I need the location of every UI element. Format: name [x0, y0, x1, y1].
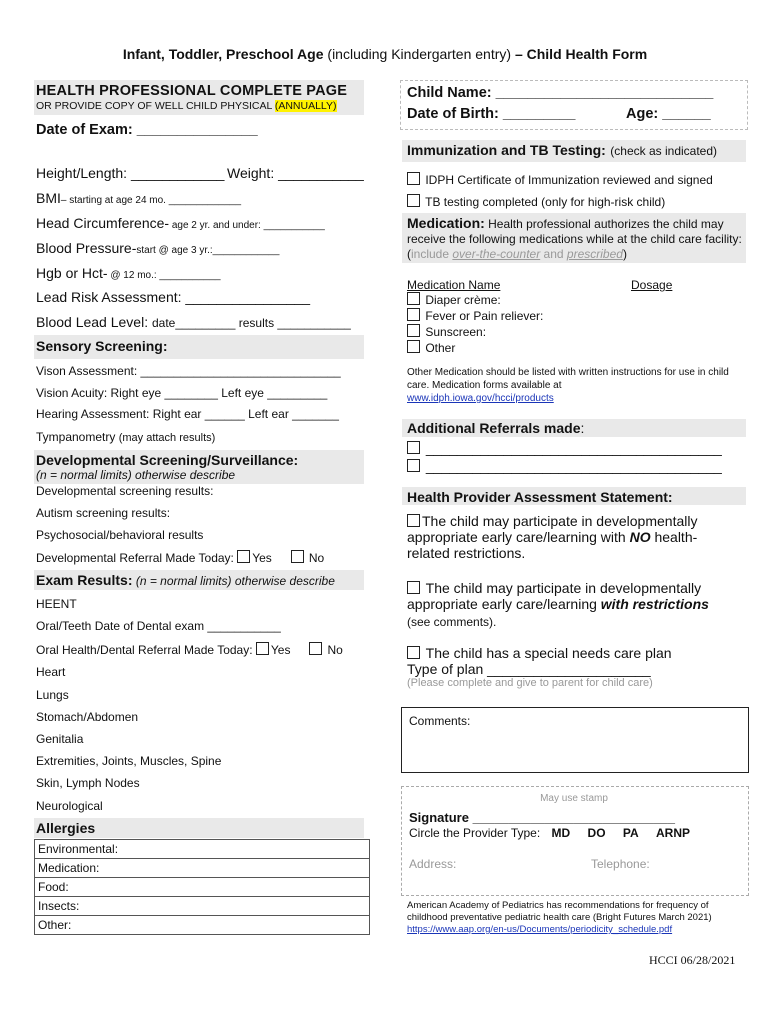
- assessment-title: Health Provider Assessment Statement:: [407, 489, 673, 505]
- sensory-title: Sensory Screening:: [36, 338, 168, 354]
- form-title: [0, 46, 770, 62]
- exam-item-neurological[interactable]: Neurological: [36, 799, 103, 813]
- age-field[interactable]: Age: ______: [626, 106, 711, 122]
- immunization-certificate-checkbox[interactable]: [407, 172, 420, 185]
- provider-type-label: Circle the Provider Type:: [409, 826, 541, 840]
- diaper-creme-checkbox[interactable]: [407, 292, 420, 305]
- height-field[interactable]: Height/Length: ____________: [36, 165, 225, 181]
- bmi-note: – starting at age 24 mo. _____________: [60, 195, 242, 206]
- assessment-option-1: [407, 513, 732, 561]
- sunscreen-label: Sunscreen:: [425, 325, 487, 339]
- dev-referral-yes-checkbox[interactable]: [237, 550, 250, 563]
- date-exam-field[interactable]: Date of Exam: _______________: [36, 122, 258, 138]
- assessment-option-3: [407, 645, 672, 661]
- allergy-environmental[interactable]: Environmental:: [35, 840, 370, 859]
- allergy-medication[interactable]: Medication:: [35, 859, 370, 878]
- oral-referral-label: Oral Health/Dental Referral Made Today:: [36, 643, 253, 657]
- exam-item-heent[interactable]: HEENT: [36, 597, 77, 611]
- hgb-label: Hgb or Hct-: [36, 265, 108, 281]
- referral-1-blank[interactable]: ______________________________________: [425, 440, 722, 456]
- telephone-field[interactable]: Telephone:: [591, 857, 650, 871]
- other-medication-checkbox[interactable]: [407, 340, 420, 353]
- provider-md[interactable]: MD: [551, 826, 571, 840]
- assessment-2-restrictions: with restrictions: [600, 596, 709, 612]
- exam-item-stomach[interactable]: Stomach/Abdomen: [36, 710, 139, 724]
- oral-referral-yes-checkbox[interactable]: [256, 642, 269, 655]
- oral-referral-yes-label: Yes: [270, 643, 291, 657]
- hp-sub-highlight: (ANNUALLY): [274, 100, 337, 112]
- type-of-plan-field[interactable]: Type of plan _____________________: [407, 661, 651, 677]
- autism-field[interactable]: Autism screening results:: [36, 506, 171, 520]
- vision-assessment-field[interactable]: Vison Assessment: ______________________________: [36, 364, 341, 378]
- assessment-1-end: health-related restrictions.: [407, 529, 698, 561]
- hearing-field[interactable]: Hearing Assessment: Right ear ______ Left ear _______: [36, 407, 339, 421]
- medication-text: Health professional authorizes the child may receive the following medications while at the child care facility: (: [407, 217, 742, 261]
- referral-2-blank[interactable]: ______________________________________: [425, 458, 722, 474]
- footer-code: HCCI 06/28/2021: [649, 953, 736, 967]
- medication-item: [407, 308, 543, 324]
- provider-type-row: [409, 826, 690, 840]
- with-restrictions-checkbox[interactable]: [407, 581, 420, 594]
- tb-testing-checkbox[interactable]: [407, 194, 420, 207]
- head-circumference-field[interactable]: [36, 215, 325, 231]
- immunization-title: [407, 142, 717, 160]
- oral-referral-no-checkbox[interactable]: [309, 642, 322, 655]
- lead-risk-field[interactable]: Lead Risk Assessment: ________________: [36, 289, 310, 305]
- provider-do[interactable]: DO: [587, 826, 606, 840]
- dev-results-field[interactable]: Developmental screening results:: [36, 484, 214, 498]
- referrals-label: Additional Referrals made: [407, 420, 581, 436]
- medication-authorization: [407, 216, 743, 262]
- title-part-2: (including Kindergarten entry): [323, 46, 515, 62]
- bmi-field[interactable]: [36, 190, 241, 206]
- immunization-note: (check as indicated): [610, 144, 718, 158]
- blood-lead-field[interactable]: [36, 314, 351, 330]
- vision-acuity-field[interactable]: Vision Acuity: Right eye ________ Left eye _________: [36, 386, 328, 400]
- hp-title: HEALTH PROFESSIONAL COMPLETE PAGE: [36, 83, 348, 99]
- hgb-note: @ 12 mo.: ___________: [107, 270, 221, 281]
- assessment-option-2: [407, 580, 732, 630]
- medication-list: [407, 292, 543, 356]
- oral-referral-row: [36, 642, 343, 657]
- immunization-row-1: [407, 172, 713, 187]
- allergy-other[interactable]: Other:: [35, 916, 370, 935]
- idph-link[interactable]: www.idph.iowa.gov/hcci/products: [407, 393, 554, 404]
- fever-reliever-label: Fever or Pain reliever:: [425, 309, 544, 323]
- medication-title: Medication:: [407, 215, 485, 231]
- exam-item-genitalia[interactable]: Genitalia: [36, 732, 84, 746]
- no-restrictions-checkbox[interactable]: [407, 514, 420, 527]
- stamp-note: May use stamp: [540, 793, 608, 804]
- allergies-table: [34, 839, 370, 935]
- exam-item-extremities[interactable]: Extremities, Joints, Muscles, Spine: [36, 754, 222, 768]
- medication-item: [407, 340, 543, 356]
- bmi-label: BMI: [36, 190, 61, 206]
- special-needs-checkbox[interactable]: [407, 646, 420, 659]
- medication-otc: over-the-counter: [452, 247, 541, 261]
- referrals-title: [407, 420, 584, 436]
- referrals-colon: :: [580, 420, 585, 436]
- assessment-1-no: NO: [629, 529, 651, 545]
- fever-reliever-checkbox[interactable]: [407, 308, 420, 321]
- bp-note: start @ age 3 yr.:____________: [136, 245, 280, 256]
- assessment-1-text: The child may participate in developmentally appropriate early care/learning with: [407, 513, 698, 545]
- dosage-header: Dosage: [631, 278, 673, 292]
- head-note: age 2 yr. and under: ___________: [169, 220, 325, 231]
- address-field[interactable]: Address:: [409, 857, 457, 871]
- exam-item-skin[interactable]: Skin, Lymph Nodes: [36, 776, 140, 790]
- allergy-food[interactable]: Food:: [35, 878, 370, 897]
- dev-referral-no-label: No: [308, 551, 325, 565]
- bp-label: Blood Pressure-: [36, 240, 137, 256]
- medication-name-header: Medication Name: [407, 278, 501, 292]
- other-medication-label: Other: [425, 341, 456, 355]
- assessment-3-text: The child has a special needs care plan: [422, 645, 672, 661]
- psychosocial-field[interactable]: Psychosocial/behavioral results: [36, 528, 204, 542]
- provider-arnp[interactable]: ARNP: [656, 826, 691, 840]
- assessment-2-text: The child may participate in developmentally appropriate early care/learning: [407, 580, 702, 612]
- referral-1-checkbox[interactable]: [407, 441, 420, 454]
- hp-sub-text: OR PROVIDE COPY OF WELL CHILD PHYSICAL: [36, 100, 275, 112]
- other-medication-note: [407, 366, 743, 405]
- title-part-3: – Child Health Form: [514, 46, 648, 62]
- immunization-row-2: [407, 194, 665, 209]
- weight-field[interactable]: Weight: ___________: [227, 165, 364, 181]
- comments-label: Comments:: [409, 714, 471, 728]
- dev-title: Developmental Screening/Surveillance:: [36, 452, 299, 468]
- immunization-label: Immunization and TB Testing:: [407, 142, 606, 158]
- title-part-1: Infant, Toddler, Preschool Age: [122, 46, 324, 62]
- tympanometry-label: Tympanometry: [36, 430, 119, 444]
- plan-note: [407, 677, 653, 689]
- medication-close: ): [622, 247, 627, 261]
- child-name-field[interactable]: Child Name: ___________________________: [407, 85, 714, 101]
- immunization-certificate-label: IDPH Certificate of Immunization reviewed and signed: [425, 173, 713, 187]
- signature-field[interactable]: Signature ____________________________: [409, 810, 676, 825]
- aap-note: [407, 900, 747, 936]
- aap-text: American Academy of Pediatrics has recommendations for frequency of childhood preventative pediatric health care (Bright Futures March 2021): [407, 900, 712, 923]
- exam-item-dental-date[interactable]: Oral/Teeth Date of Dental exam ___________: [36, 619, 281, 633]
- oral-referral-no-label: No: [327, 643, 343, 657]
- blood-pressure-field[interactable]: [36, 240, 279, 256]
- hp-subtitle: [36, 100, 337, 112]
- blood-lead-note: date_________ results ___________: [151, 316, 351, 330]
- allergies-title: Allergies: [36, 820, 96, 836]
- blood-lead-label: Blood Lead Level:: [36, 314, 152, 330]
- sunscreen-checkbox[interactable]: [407, 324, 420, 337]
- referral-line-2: [407, 458, 722, 474]
- provider-pa[interactable]: PA: [622, 826, 639, 840]
- medication-and: and: [540, 247, 567, 261]
- diaper-creme-label: Diaper crème:: [425, 293, 501, 307]
- medication-prescribed: prescribed: [566, 247, 623, 261]
- tympanometry-note: (may attach results): [118, 432, 216, 444]
- tb-testing-label: TB testing completed (only for high-risk child): [425, 195, 666, 209]
- dob-field[interactable]: Date of Birth: _________: [407, 106, 576, 122]
- dev-referral-yes-label: Yes: [252, 551, 272, 565]
- dev-referral-row: [36, 550, 324, 565]
- dev-subtitle: (n = normal limits) otherwise describe: [36, 468, 236, 482]
- aap-link[interactable]: https://www.aap.org/en-us/Documents/periodicity_schedule.pdf: [407, 924, 673, 935]
- exam-item-lungs[interactable]: Lungs: [36, 688, 69, 702]
- assessment-2-end: (see comments).: [407, 615, 497, 629]
- exam-results-title: [36, 572, 335, 590]
- medication-item: [407, 324, 543, 340]
- hgb-field[interactable]: [36, 265, 221, 281]
- head-label: Head Circumference-: [36, 215, 170, 231]
- tympanometry-field[interactable]: [36, 430, 215, 444]
- other-medication-text: Other Medication should be listed with written instructions for use in child care. Medication forms available at: [407, 367, 729, 391]
- referral-line-1: [407, 440, 722, 456]
- exam-results-label: Exam Results:: [36, 572, 133, 588]
- medication-include: include: [411, 247, 453, 261]
- plan-note-text: (Please complete and give to parent for child care): [407, 677, 653, 689]
- dev-referral-label: Developmental Referral Made Today:: [36, 551, 234, 565]
- exam-results-note: (n = normal limits) otherwise describe: [132, 574, 335, 588]
- exam-item-heart[interactable]: Heart: [36, 665, 66, 679]
- medication-item: [407, 292, 543, 308]
- dev-referral-no-checkbox[interactable]: [291, 550, 304, 563]
- allergy-insects[interactable]: Insects:: [35, 897, 370, 916]
- referral-2-checkbox[interactable]: [407, 459, 420, 472]
